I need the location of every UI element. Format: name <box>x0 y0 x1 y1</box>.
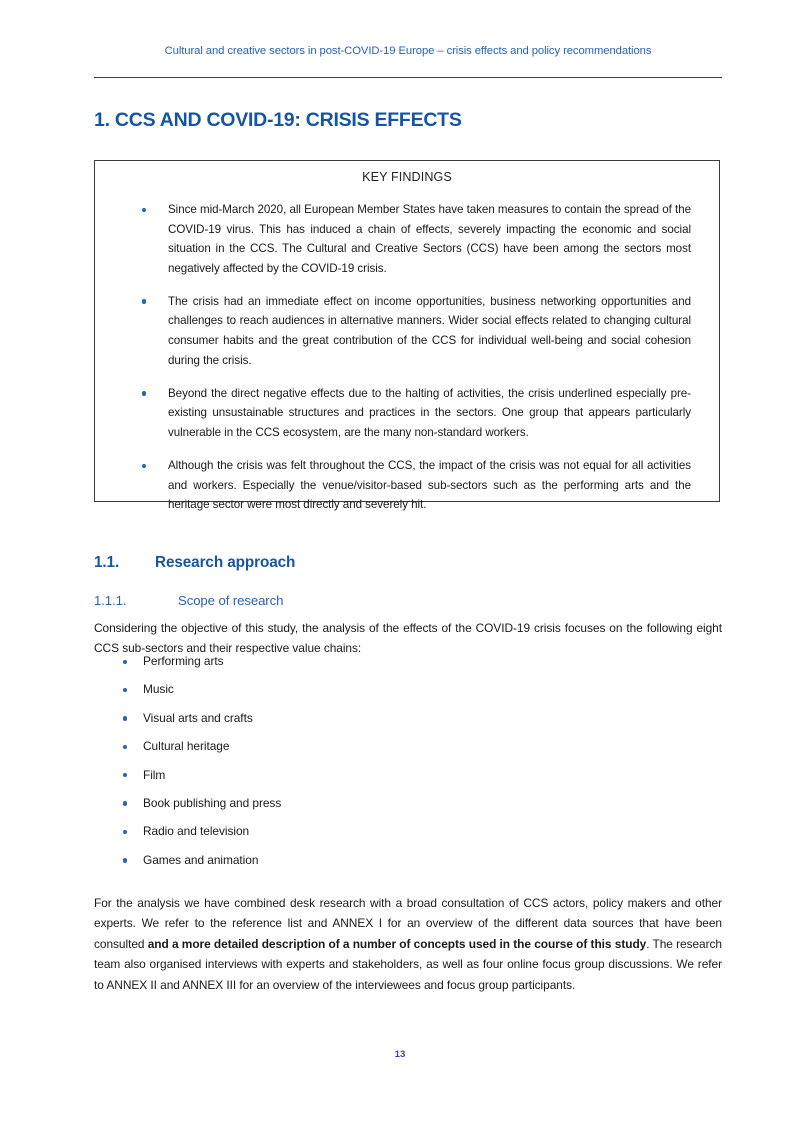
key-findings-item <box>141 384 691 443</box>
header-divider-rule <box>94 77 722 78</box>
final-paragraph-part2: . The research team also organised interviews with experts and stakeholders, as well as four online focus group discussions. We refer to ANNEX II and ANNEX III for an overview of the interviewees and focus group participants. <box>94 936 722 992</box>
sub-sector-label: Performing arts <box>143 654 224 668</box>
section-heading-1-1 <box>94 554 295 572</box>
section-title-1-1-1: Scope of research <box>178 593 284 609</box>
bullet-icon <box>142 464 146 468</box>
section-number-1-1: 1.1. <box>94 553 120 571</box>
bullet-icon <box>123 688 127 692</box>
sub-sector-label: Radio and television <box>143 824 250 839</box>
list-item <box>94 767 594 795</box>
bullet-icon <box>142 391 146 395</box>
sub-sector-label: Visual arts and crafts <box>143 710 253 725</box>
key-findings-item-text: Since mid-March 2020, all European Member States have taken measures to contain the spread of the COVID-19 virus. This has induced a chain of effects, severely impacting the economic and social situation in the CCS. The Cultural and Creative Sectors (CCS) have been among the sectors most negatively affected by the COVID-19 crisis. <box>168 203 691 275</box>
bullet-icon <box>123 858 127 862</box>
section-title-1-1: Research approach <box>155 553 296 571</box>
list-item <box>94 653 594 681</box>
key-findings-item <box>141 200 691 278</box>
sub-sector-label: Cultural heritage <box>143 739 230 754</box>
chapter-heading: 1. CCS AND COVID-19: CRISIS EFFECTS <box>94 109 462 132</box>
sub-sector-label: Book publishing and press <box>143 795 282 810</box>
section-heading-1-1-1 <box>94 593 283 608</box>
key-findings-list <box>95 200 719 515</box>
list-item <box>94 738 594 766</box>
key-findings-item-text: The crisis had an immediate effect on income opportunities, business networking opportunities and challenges to reach audiences in alternative manners. Wider social effects related to changing cultural consumer habits and the great contribution of the CCS for individual well-being and social cohesion during the crisis. <box>168 294 691 367</box>
list-item <box>94 795 594 823</box>
key-findings-item-text: Beyond the direct negative effects due to the halting of activities, the crisis underlined especially pre-existing unsustainable structures and practices in the sectors. One group that appears particularly vulnerable in the CCS ecosystem, are the many non-standard workers. <box>168 386 691 439</box>
key-findings-title: KEY FINDINGS <box>362 170 452 184</box>
page-number: 13 <box>394 1049 406 1060</box>
bullet-icon <box>123 773 127 777</box>
sub-sector-label: Games and animation <box>143 852 259 867</box>
final-paragraph-bold: and a more detailed description of a number of concepts used in the course of this study <box>147 936 647 951</box>
final-paragraph-part1: For the analysis we have combined desk research with a broad consultation of CCS actors, policy makers and other experts. We refer to the reference list and ANNEX I for an overview of the different data sources that have been consulted <box>94 895 722 951</box>
section-number-1-1-1: 1.1.1. <box>94 593 127 609</box>
bullet-icon <box>123 660 127 664</box>
bullet-icon <box>123 830 127 834</box>
running-header-title: Cultural and creative sectors in post-COVID-19 Europe – crisis effects and policy recommendations <box>164 45 652 57</box>
list-item <box>94 710 594 738</box>
list-item <box>94 852 594 880</box>
sub-sector-label: Film <box>143 767 166 782</box>
list-item <box>94 823 594 851</box>
bullet-icon <box>142 299 146 303</box>
bullet-icon <box>123 716 127 720</box>
sub-sector-label: Music <box>143 682 174 697</box>
bullet-icon <box>123 745 127 749</box>
bullet-icon <box>123 801 127 805</box>
list-item <box>94 681 594 709</box>
final-paragraph <box>94 893 722 995</box>
page-running-header <box>94 44 722 59</box>
intro-paragraph: Considering the objective of this study, the analysis of the effects of the COVID-19 crisis focuses on the following eight CCS sub-sectors and their respective value chains: <box>94 620 722 656</box>
sub-sector-list <box>94 653 594 880</box>
key-findings-item <box>141 292 691 370</box>
bullet-icon <box>142 208 146 212</box>
key-findings-item-text: Although the crisis was felt throughout the CCS, the impact of the crisis was not equal for all activities and workers. Especially the venue/visitor-based sub-sectors such as the performing arts and the heritage sector were most directly and severely hit. <box>168 459 691 512</box>
key-findings-item <box>141 456 691 515</box>
key-findings-box <box>94 160 720 512</box>
